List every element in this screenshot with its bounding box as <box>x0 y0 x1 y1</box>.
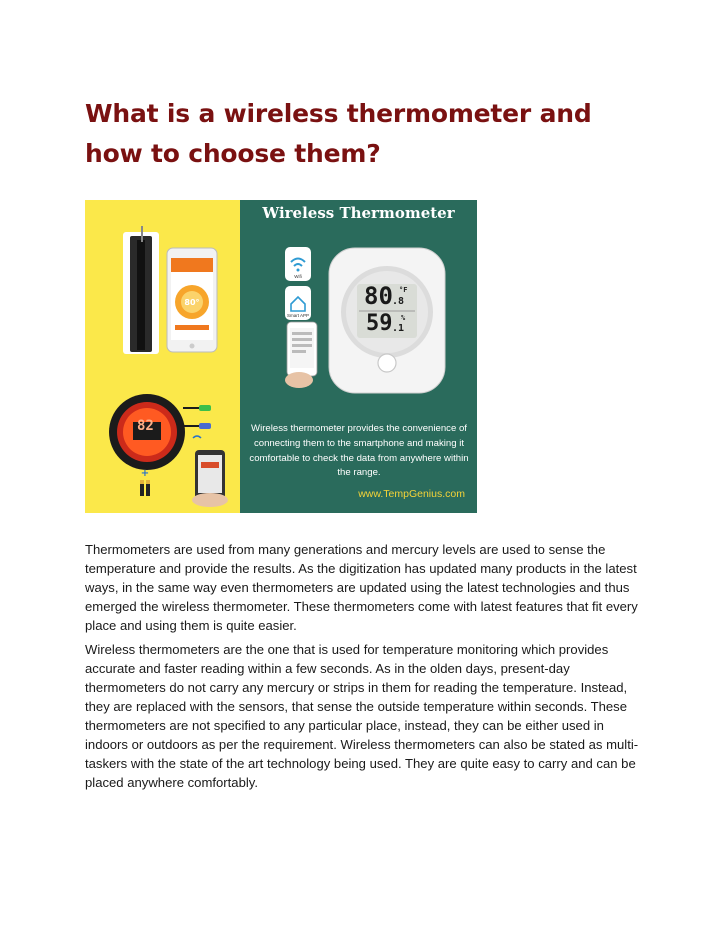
lcd-temperature: 80 <box>364 282 393 310</box>
hero-heading: Wireless Thermometer <box>262 204 455 222</box>
home-icon-label: Smart APP <box>286 313 309 318</box>
lcd-humidity-decimal: .1 <box>392 323 405 334</box>
lcd-temperature-unit: °F <box>399 286 408 294</box>
hero-image <box>85 200 477 513</box>
grill-display-reading: 82 <box>137 418 154 434</box>
hero-url: www.TempGenius.com <box>358 488 465 500</box>
battery-icon <box>140 468 150 496</box>
phone-hand-icon <box>192 436 228 507</box>
svg-text:+: + <box>140 468 150 479</box>
smartphone-app-icon <box>167 248 217 352</box>
probe-thermometer-icon <box>123 226 159 354</box>
paragraph-2: Wireless thermometers are the one that is used for temperature monitoring which provides accurate and faster reading within a few seconds. As in the olden days, present-day thermometers do not carry any mercury or strips in them for reading the temperature. Instead, they are replaced with the sensors, that sense the outside temperature within seconds. These thermometers are not specified to any particular place, instead, they can be either used in indoors or outdoors as per the requirement. Wireless thermometers can also be stated as multi-taskers with the state of the art technology being used. They are quite easy to carry and can be placed anywhere comfortably. <box>85 642 639 790</box>
lcd-humidity: 59 <box>366 311 393 336</box>
lcd-humidity-unit: % <box>401 314 406 322</box>
phone-app-icon <box>285 322 317 388</box>
wifi-icon-label: Wifi <box>294 274 302 279</box>
lcd-temperature-decimal: .8 <box>392 296 405 307</box>
hero-caption: Wireless thermometer provides the convenience of connecting them to the smartphone and making it comfortable to check the data from anywhere within the range. <box>249 423 469 479</box>
svg-text:80°: 80° <box>184 298 200 307</box>
article-title: What is a wireless thermometer and how to choose them? <box>85 99 592 168</box>
paragraph-1: Thermometers are used from many generations and mercury levels are used to sense the temperature and provide the results. As the digitization has updated many products in the latest ways, in the same way even thermometers are updated using the latest technologies and thus emerged the wireless thermometer. These thermometers come with latest features that fit every place and using them is quite easier. <box>85 542 638 633</box>
